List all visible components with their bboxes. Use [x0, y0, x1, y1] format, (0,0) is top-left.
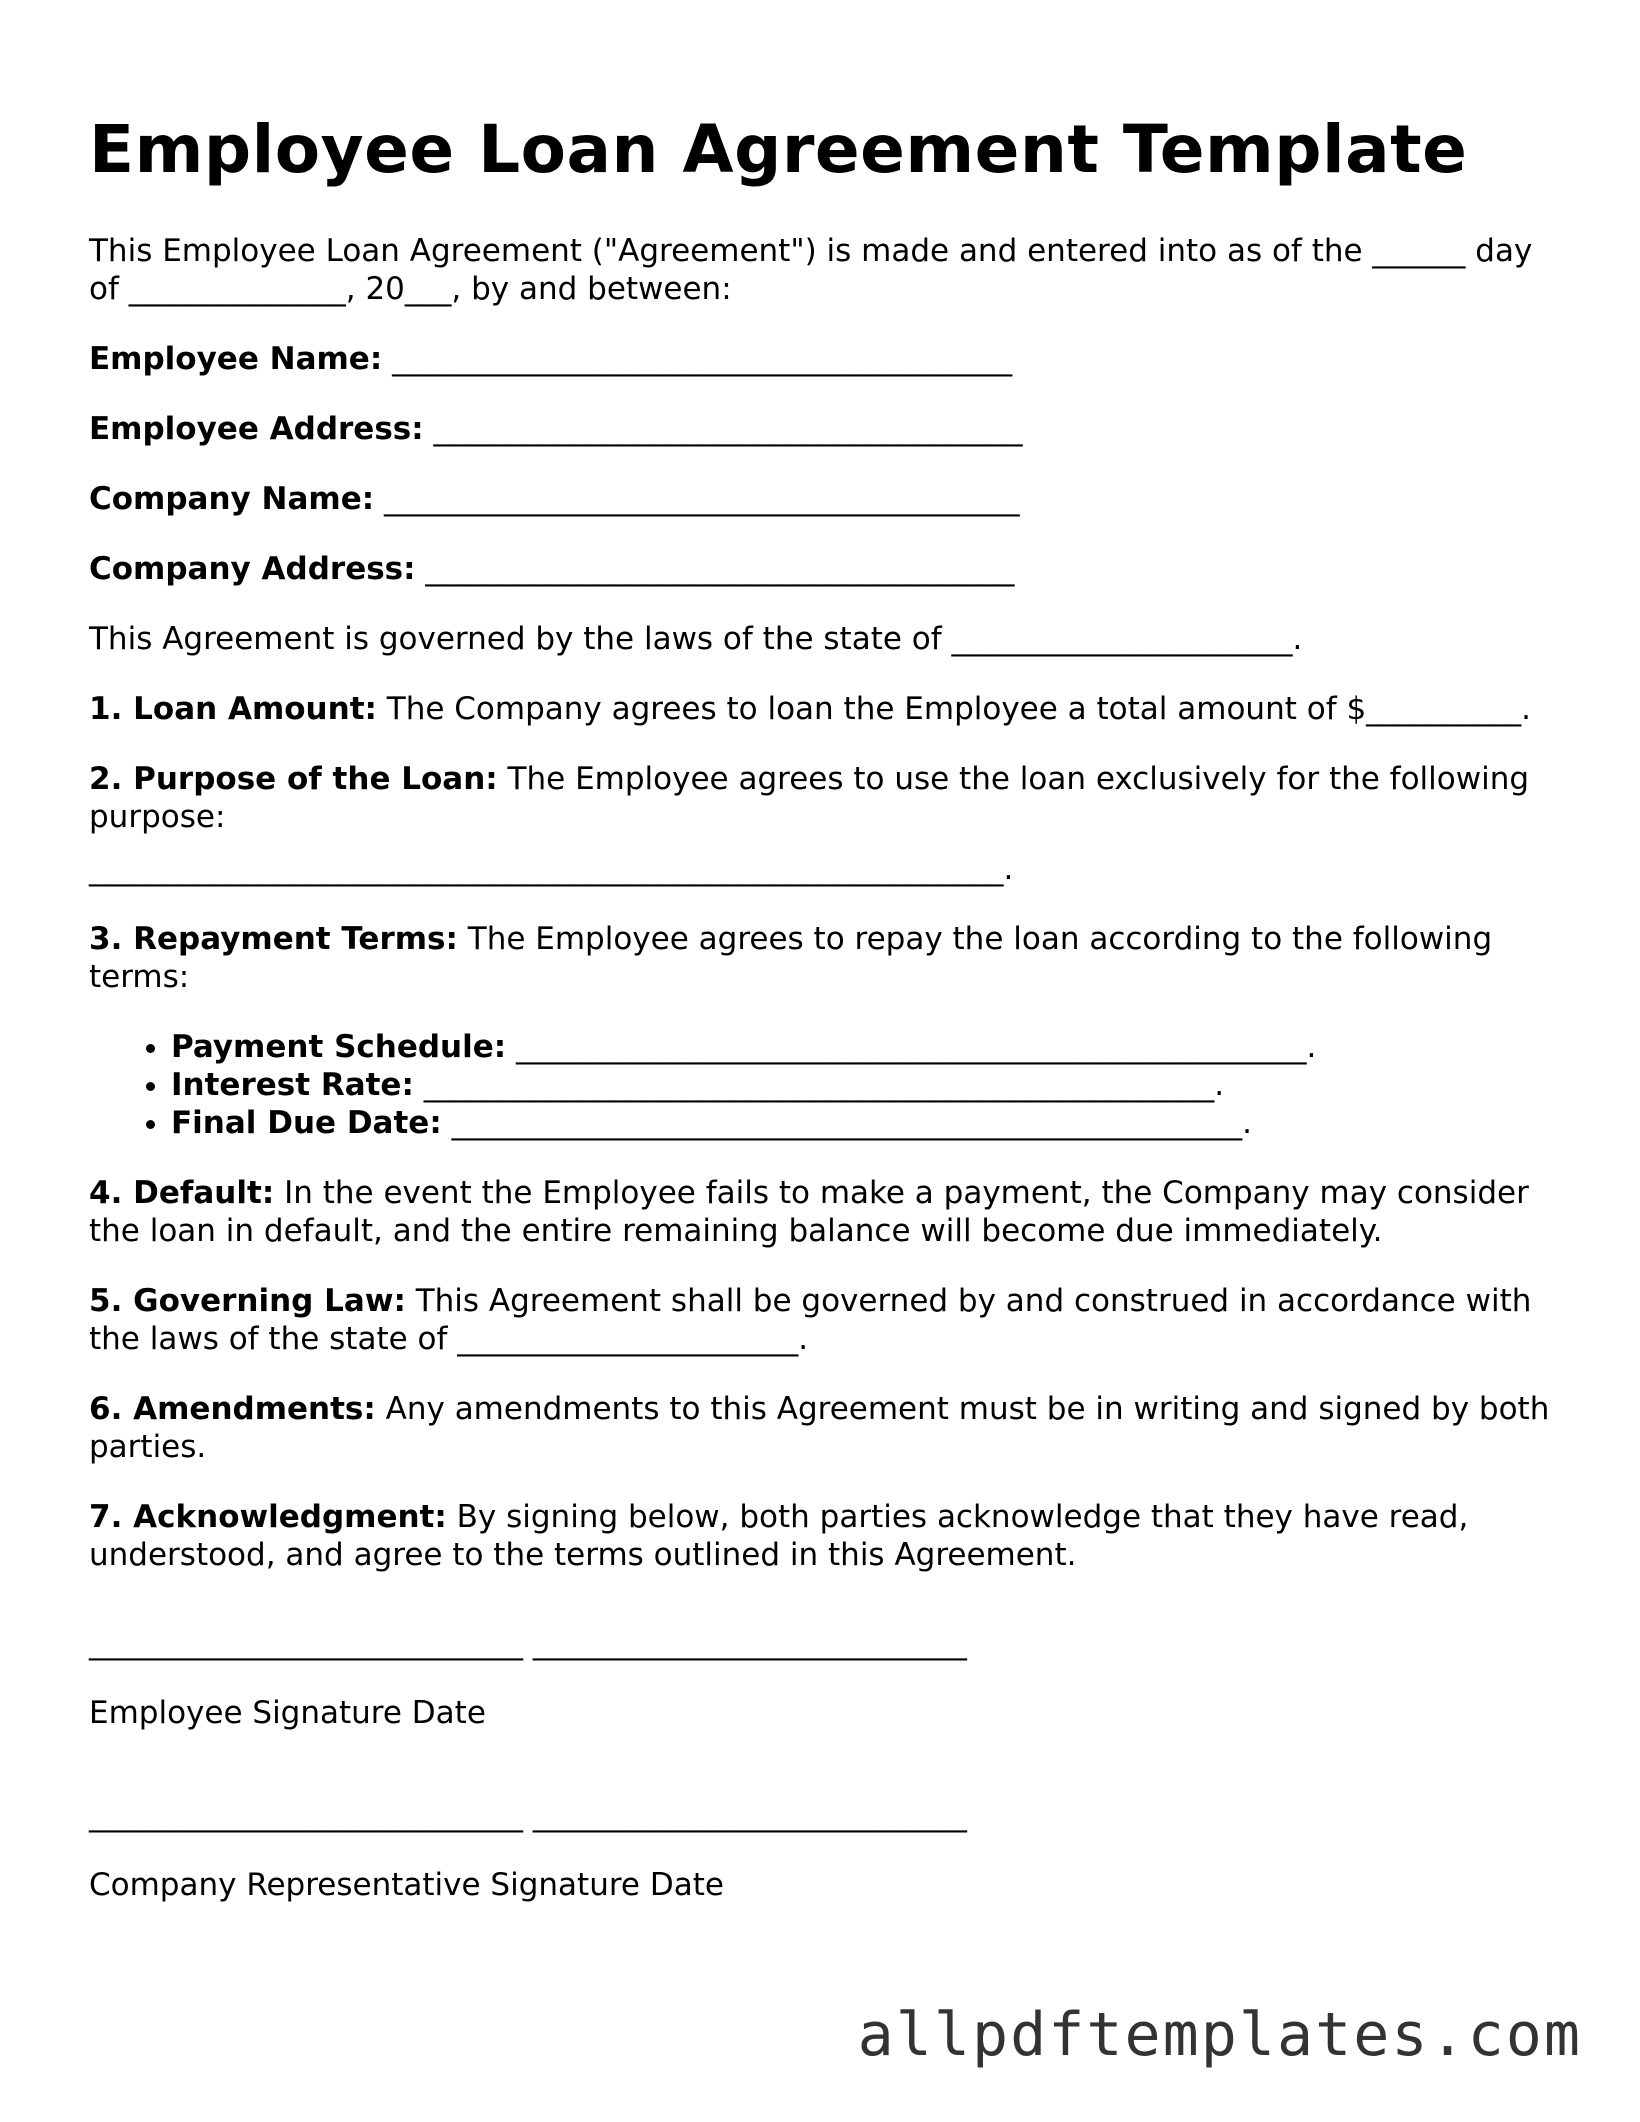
section-default-text: In the event the Employee fails to make a payment, the Company may consider the loan in default, and the entire remaining balance will become due immediately. [89, 1175, 1529, 1249]
employee-name-blank: ________________________________________ [392, 341, 1013, 377]
employee-address-blank: ______________________________________ [433, 411, 1023, 447]
section-acknowledgment-heading: 7. Acknowledgment: [89, 1499, 447, 1535]
section-loan-amount-heading: 1. Loan Amount: [89, 691, 377, 727]
section-purpose [89, 760, 1559, 836]
intro-paragraph: This Employee Loan Agreement ("Agreement") is made and entered into as of the ______ day of ______________, 20___, by and between: [89, 233, 1533, 307]
company-signature-line: ____________________________ ____________________________ [89, 1797, 967, 1833]
employee-address-label: Employee Address: [89, 411, 424, 447]
company-address-field [89, 550, 1559, 588]
final-due-date-blank: ___________________________________________________. [441, 1105, 1252, 1141]
employee-name-label: Employee Name: [89, 341, 383, 377]
section-governing-law-text: This Agreement shall be governed by and construed in accordance with the laws of the state of ______________________. [89, 1283, 1532, 1357]
section-default-heading: 4. Default: [89, 1175, 275, 1211]
final-due-date-label: Final Due Date: [171, 1105, 442, 1141]
purpose-blank-line: ___________________________________________________________. [89, 851, 1014, 887]
section-amendments [89, 1390, 1559, 1466]
section-acknowledgment-text: By signing below, both parties acknowledge that they have read, understood, and agree to the terms outlined in this Agreement. [89, 1499, 1469, 1573]
document-page [89, 110, 1559, 1950]
employee-name-field [89, 340, 1559, 378]
company-name-blank: _________________________________________ [383, 481, 1020, 517]
section-default [89, 1174, 1559, 1250]
employee-signature-line: ____________________________ ____________________________ [89, 1625, 967, 1661]
section-loan-amount-text: The Company agrees to loan the Employee a total amount of $__________. [376, 691, 1532, 727]
section-loan-amount [89, 690, 1559, 728]
section-amendments-text: Any amendments to this Agreement must be in writing and signed by both parties. [89, 1391, 1550, 1465]
interest-rate-label: Interest Rate: [171, 1067, 414, 1103]
governed-by-line: This Agreement is governed by the laws of the state of ______________________. [89, 621, 1303, 657]
company-address-blank: ______________________________________ [425, 551, 1015, 587]
section-purpose-heading: 2. Purpose of the Loan: [89, 761, 498, 797]
list-item [171, 1028, 1559, 1066]
company-name-field [89, 480, 1559, 518]
section-governing-law [89, 1282, 1559, 1358]
section-repayment-text: The Employee agrees to repay the loan according to the following terms: [89, 921, 1493, 995]
section-purpose-text: The Employee agrees to use the loan exclusively for the following purpose: [89, 761, 1530, 835]
repayment-terms-list [89, 1028, 1559, 1142]
section-acknowledgment [89, 1498, 1559, 1574]
section-repayment [89, 920, 1559, 996]
section-repayment-heading: 3. Repayment Terms: [89, 921, 458, 957]
list-item [171, 1066, 1559, 1104]
payment-schedule-label: Payment Schedule: [171, 1029, 507, 1065]
company-name-label: Company Name: [89, 481, 375, 517]
company-address-label: Company Address: [89, 551, 416, 587]
employee-signature-caption: Employee Signature Date [89, 1695, 486, 1731]
section-amendments-heading: 6. Amendments: [89, 1391, 376, 1427]
interest-rate-blank: ___________________________________________________. [413, 1067, 1225, 1103]
payment-schedule-blank: ___________________________________________________. [506, 1029, 1317, 1065]
watermark: allpdftemplates.com [857, 2000, 1582, 2070]
section-governing-law-heading: 5. Governing Law: [89, 1283, 406, 1319]
list-item [171, 1104, 1559, 1142]
company-signature-caption: Company Representative Signature Date [89, 1867, 724, 1903]
document-title: Employee Loan Agreement Template [89, 111, 1468, 188]
employee-address-field [89, 410, 1559, 448]
